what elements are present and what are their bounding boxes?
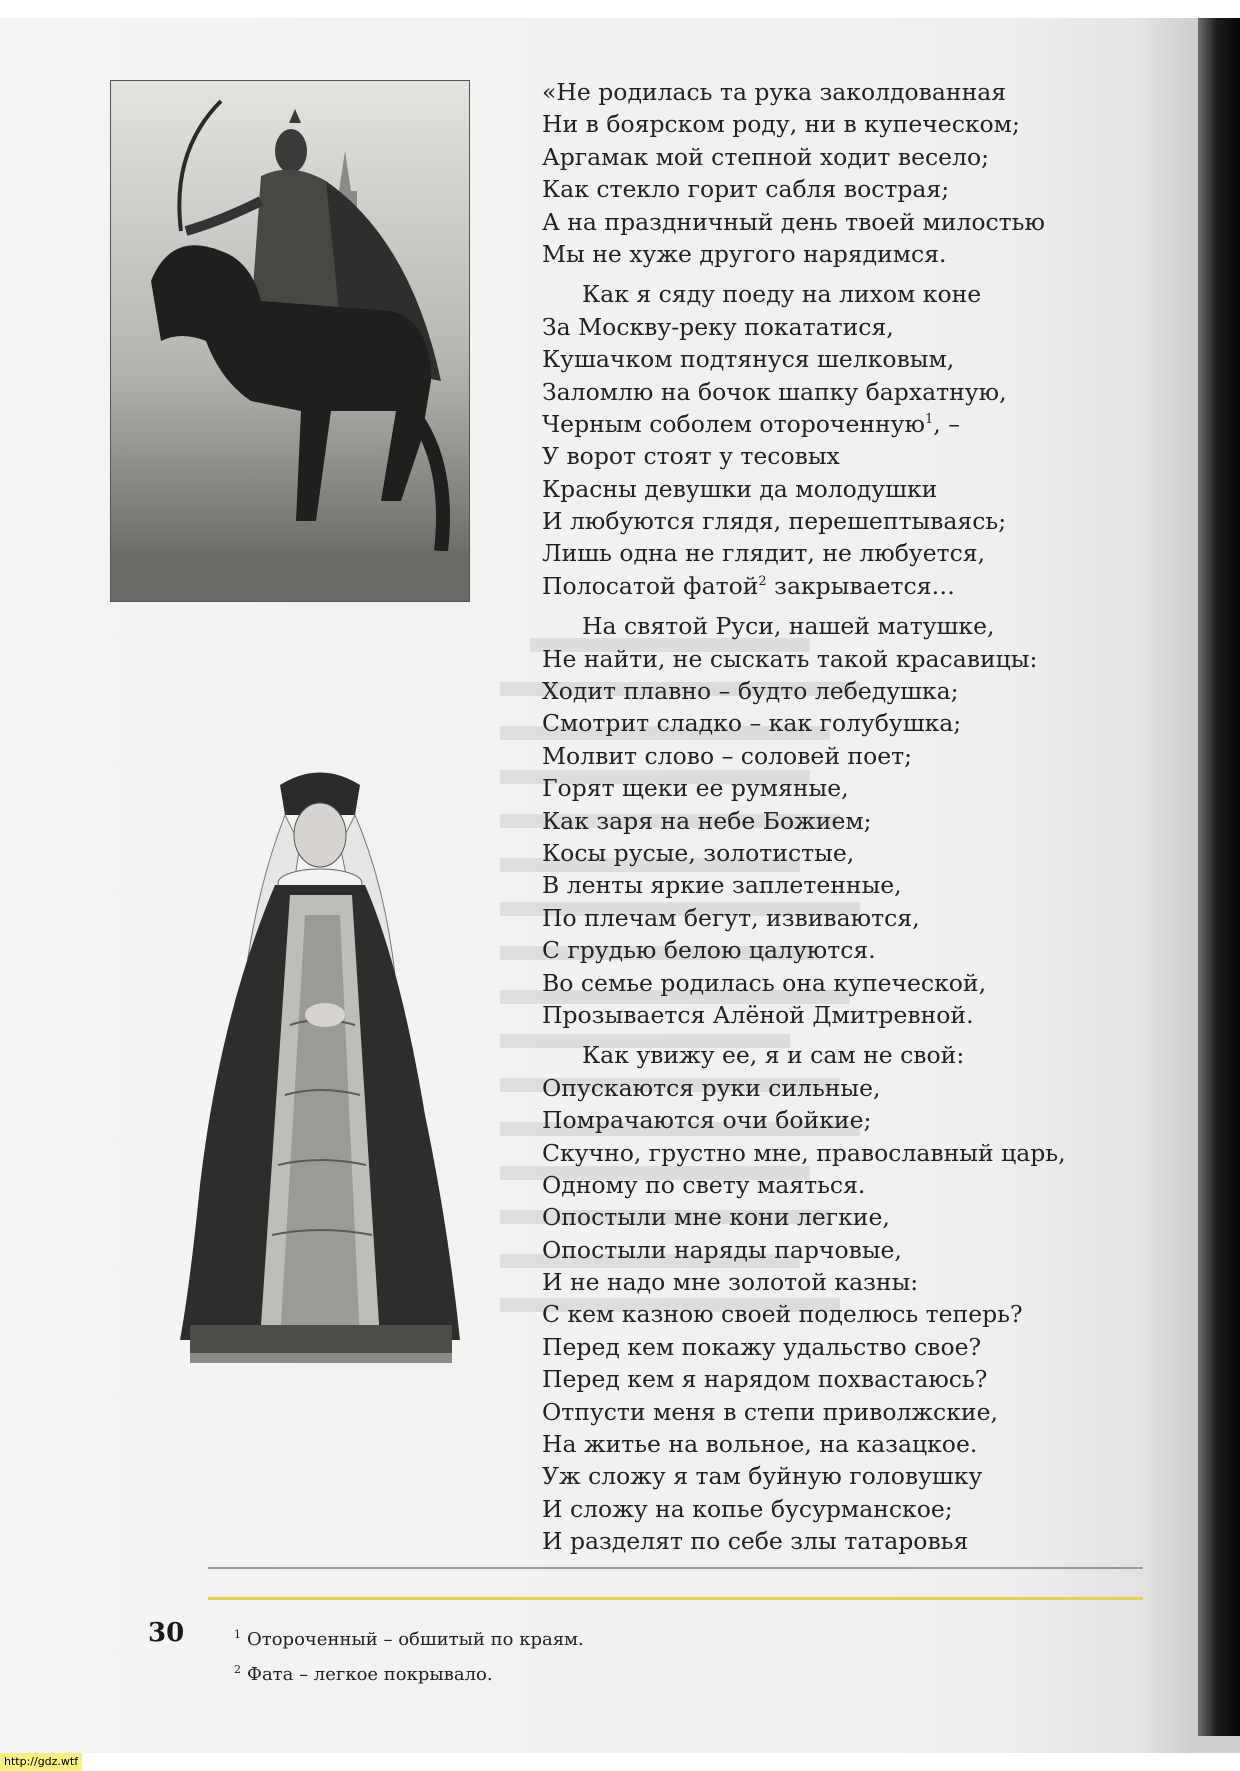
poem-line: Помрачаются очи бойкие; [542, 1106, 872, 1135]
stanza-2 [542, 278, 1182, 602]
poem-line: Перед кем я нарядом похвастаюсь? [542, 1365, 988, 1394]
poem-line: С грудью белою цалуются. [542, 936, 876, 965]
poem-line: Молвит слово – соловей поет; [542, 741, 913, 770]
poem-line: И любуются глядя, перешептываясь; [542, 507, 1007, 536]
footnotes [234, 1620, 584, 1690]
stanza-3 [542, 610, 1182, 1031]
poem-line: Ни в боярском роду, ни в купеческом; [542, 110, 1020, 139]
poem-line: Горят щеки ее румяные, [542, 774, 849, 803]
poem-text [542, 76, 1182, 1566]
poem-line: В ленты яркие заплетенные, [542, 871, 902, 900]
stanza-4 [542, 1039, 1182, 1557]
poem-line: У ворот стоят у тесовых [542, 442, 840, 471]
poem-line: Опостыли мне кони легкие, [542, 1203, 890, 1232]
poem-line: На житье на вольное, на казацкое. [542, 1430, 978, 1459]
stanza-1 [542, 76, 1182, 270]
poem-line: За Москву-реку покататися, [542, 312, 894, 341]
poem-line: Кушачком подтянуся шелковым, [542, 345, 955, 374]
poem-line: Аргамак мой степной ходит весело; [542, 142, 990, 171]
poem-line: Как я сяду поеду на лихом коне [582, 280, 982, 309]
footnote-1 [234, 1620, 584, 1655]
poem-line: Во семье родилась она купеческой, [542, 968, 987, 997]
horseman-icon [111, 81, 469, 601]
footnote-text: Отороченный – обшитый по краям. [247, 1629, 584, 1650]
poem-line: Уж сложу я там буйную головушку [542, 1462, 983, 1491]
poem-line: Заломлю на бочок шапку бархатную, [542, 377, 1007, 406]
footnote-ref-2: 2 [758, 574, 767, 590]
poem-line: Косы русые, золотистые, [542, 838, 855, 867]
rider-illustration [110, 80, 470, 602]
footnote-text: Фата – легкое покрывало. [247, 1664, 493, 1685]
footnote-mark: 2 [234, 1663, 241, 1676]
poem-line: Прозывается Алёной Дмитревной. [542, 1000, 974, 1029]
poem-line-text: Полосатой фатой [542, 571, 759, 600]
poem-line [542, 408, 1182, 440]
page-number: 30 [148, 1618, 185, 1648]
footnote-divider [208, 1597, 1143, 1600]
poem-line: Ходит плавно – будто лебедушка; [542, 677, 959, 706]
footer-rule [208, 1567, 1143, 1569]
footnote-ref-1: 1 [924, 412, 934, 428]
poem-line: Как стекло горит сабля вострая; [542, 175, 950, 204]
woman-in-costume-icon [180, 765, 460, 1385]
poem-line: Перед кем покажу удальство свое? [542, 1332, 982, 1361]
footnote-2 [234, 1655, 584, 1690]
poem-line-tail: закрывается… [766, 571, 956, 600]
poem-line: Смотрит сладко – как голубушка; [542, 709, 962, 738]
poem-line: Не найти, не сыскать такой красавицы: [542, 644, 1038, 673]
poem-line: С кем казною своей поделюсь теперь? [542, 1300, 1023, 1329]
poem-line: И сложу на копье бусурманское; [542, 1494, 953, 1523]
poem-line [542, 570, 1182, 602]
poem-line: По плечам бегут, извиваются, [542, 903, 920, 932]
book-spine [1198, 18, 1240, 1736]
poem-line-tail: , – [933, 409, 960, 438]
poem-line: На святой Руси, нашей матушке, [582, 612, 995, 641]
poem-line-text: Черным соболем отороченную [542, 409, 925, 438]
poem-line: А на праздничный день твоей милостью [542, 207, 1045, 236]
watermark-link[interactable]: http://gdz.wtf [0, 1753, 82, 1771]
poem-line: Как заря на небе Божием; [542, 806, 872, 835]
poem-line: «Не родилась та рука заколдованная [542, 78, 1007, 106]
poem-line: Лишь одна не глядит, не любуется, [542, 539, 986, 568]
poem-line: Скучно, грустно мне, православный царь, [542, 1138, 1066, 1167]
poem-line: Мы не хуже другого нарядимся. [542, 239, 947, 268]
poem-line: Опостыли наряды парчовые, [542, 1235, 902, 1264]
poem-line: И разделят по себе злы татаровья [542, 1527, 969, 1556]
poem-line: Как увижу ее, я и сам не свой: [582, 1041, 965, 1070]
poem-line: Опускаются руки сильные, [542, 1073, 881, 1102]
poem-line: Красны девушки да молодушки [542, 474, 938, 503]
footnote-mark: 1 [234, 1628, 241, 1641]
poem-line: Одному по свету маяться. [542, 1170, 866, 1199]
woman-illustration [180, 765, 460, 1385]
poem-line: И не надо мне золотой казны: [542, 1268, 919, 1297]
poem-line: Отпусти меня в степи приволжские, [542, 1397, 998, 1426]
